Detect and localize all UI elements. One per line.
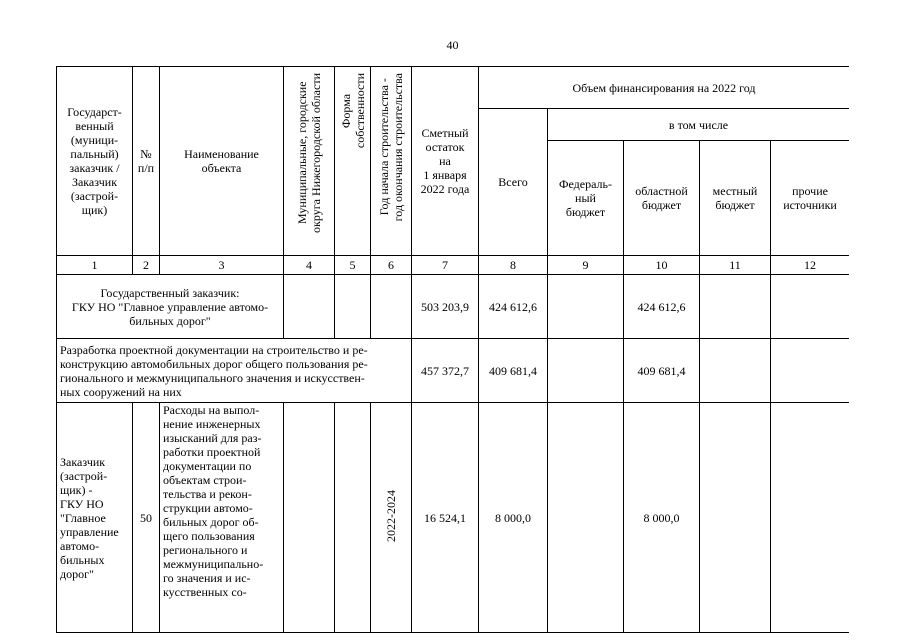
item-row-object-name: Расходы на выпол- нение инженерных изысканий для раз- работки проектной документации по объектам строи- тельства и рекон- струкции автомо- бильных дорог об- щего пользования регионального и межмуниципально- го значения и ис- кусственных со- [160, 403, 284, 633]
column-numbers-row [57, 256, 850, 275]
column-number: 4 [284, 256, 335, 275]
header-funding: Объем финансирования на 2022 год [479, 67, 850, 109]
item-row-years: 2022-2024 [384, 490, 398, 542]
item-row-regional: 8 000,0 [624, 403, 700, 633]
column-number: 2 [133, 256, 160, 275]
customer-row-regional: 424 612,6 [624, 275, 700, 339]
item-row-customer: Заказчик (застрой- щик) - ГКУ НО "Главное управление автомо- бильных дорог" [57, 403, 133, 633]
header-federal: Федераль- ный бюджет [548, 141, 624, 256]
column-number: 5 [335, 256, 371, 275]
header-local: местный бюджет [700, 141, 771, 256]
section-row [57, 339, 850, 403]
item-row [57, 403, 850, 633]
header-estimate: Сметный остаток на 1 января 2022 года [412, 67, 479, 256]
header-other: прочие источники [771, 141, 850, 256]
section-row-label: Разработка проектной документации на строительство и ре- конструкцию автомобильных дорог общего пользования ре- гионального и межмуниципального значения и искусствен- ных сооружений на них [57, 339, 412, 403]
column-number: 6 [371, 256, 412, 275]
header-regional: областной бюджет [624, 141, 700, 256]
financing-table [56, 66, 849, 640]
header-ownership: Форма собственности [338, 73, 367, 149]
header-years: Год начала строительства - год окончания строительства [377, 73, 405, 222]
section-row-total: 409 681,4 [479, 339, 548, 403]
column-number: 1 [57, 256, 133, 275]
section-row-estimate: 457 372,7 [412, 339, 479, 403]
customer-row-total: 424 612,6 [479, 275, 548, 339]
item-row-total: 8 000,0 [479, 403, 548, 633]
item-row-estimate: 16 524,1 [412, 403, 479, 633]
column-number: 3 [160, 256, 284, 275]
customer-row [57, 275, 850, 339]
column-number: 12 [771, 256, 850, 275]
section-row-regional: 409 681,4 [624, 339, 700, 403]
column-number: 8 [479, 256, 548, 275]
page-number: 40 [446, 38, 459, 52]
customer-row-estimate: 503 203,9 [412, 275, 479, 339]
customer-row-label: Государственный заказчик: ГКУ НО "Главное управление автомо- бильных дорог" [57, 275, 284, 339]
header-customer: Государст- венный (муници- пальный) заказчик / Заказчик (застрой- щик) [57, 67, 133, 256]
header-object-name: Наименование объекта [160, 67, 284, 256]
item-row-number: 50 [133, 403, 160, 633]
column-number: 10 [624, 256, 700, 275]
header-municipality: Муниципальные, городские округа Нижегородской области [295, 73, 323, 233]
column-number: 11 [700, 256, 771, 275]
column-number: 9 [548, 256, 624, 275]
column-number: 7 [412, 256, 479, 275]
header-number: № п/п [133, 67, 160, 256]
header-including: в том числе [548, 109, 850, 141]
header-total: Всего [479, 109, 548, 256]
